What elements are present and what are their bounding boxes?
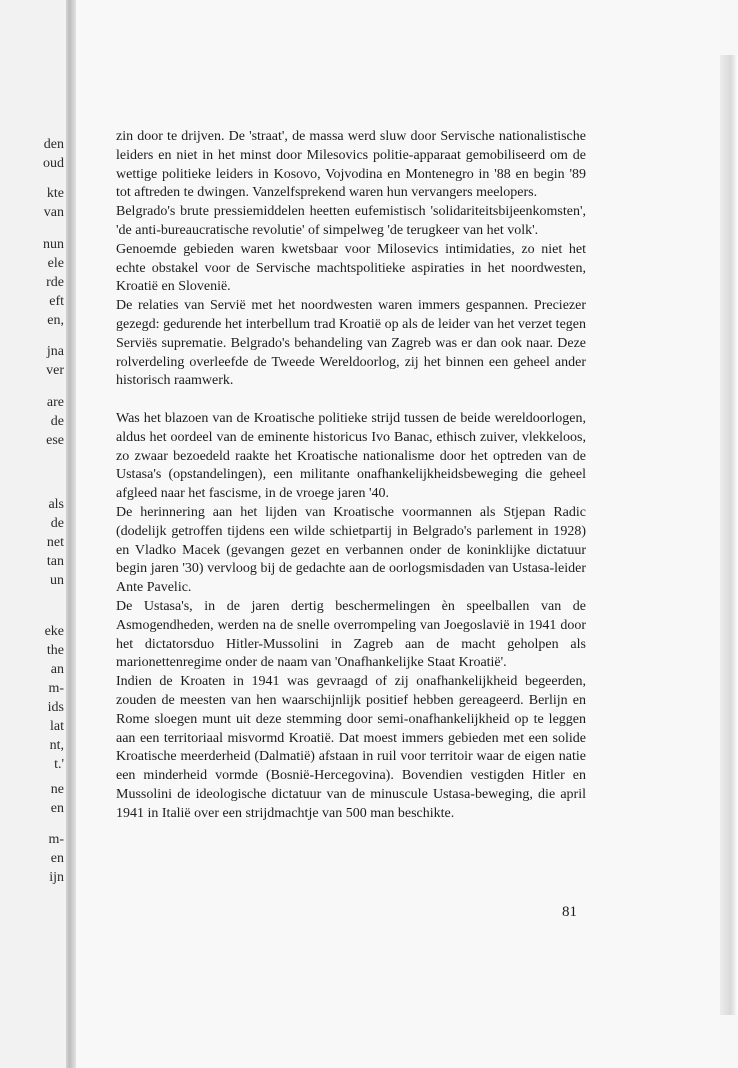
facing-page-fragment: rde: [46, 275, 64, 290]
facing-page-fragment: the: [46, 643, 64, 658]
facing-page-fragment: ese: [46, 433, 64, 448]
facing-page-fragment: van: [43, 205, 64, 220]
paragraph: Belgrado's brute pressiemiddelen heetten eufemistisch 'solidariteitsbijeenkomsten', 'de anti-bureaucratische revolutie' of simpelweg 'de terugkeer van het volk'.: [116, 204, 586, 238]
paragraph: De relaties van Servië met het noordwesten waren immers gespannen. Preciezer gezegd: gedurende het interbellum trad Kroatië op als de leider van het verzet tegen Serviës suprematie. Belgrado's behandeling van Zagreb was er dan ook naar. Deze rolverdeling overleefde de Tweede Wereldoorlog, zij het binnen een geheel ander historisch raamwerk.: [116, 298, 586, 389]
facing-page-fragment: net: [46, 535, 64, 550]
facing-page-fragment: de: [50, 516, 64, 531]
facing-page-fragment: en: [50, 851, 64, 866]
facing-page-fragment: an: [50, 662, 64, 677]
paragraph: Was het blazoen van de Kroatische politieke strijd tussen de beide wereldoorlogen, aldus het oordeel van de eminente historicus Ivo Banac, ethisch zuiver, vlekkeloos, zo zwaar bezoedeld raakte het Kroatische nationalisme door het optreden van de Ustasa's (opstandelingen), een militante onafhankelijkheidsbeweging die geheel afgleed naar het fascisme, in de vroege jaren '40.: [116, 410, 586, 502]
facing-page-fragment: den: [43, 137, 64, 152]
facing-page-fragment: tan: [46, 554, 64, 569]
body-text: [116, 128, 586, 823]
facing-page-fragment: en: [50, 801, 64, 816]
facing-page-fragment: ids: [47, 700, 64, 715]
facing-page-edge: [0, 0, 68, 1068]
facing-page-fragment: ele: [47, 256, 64, 271]
facing-page-fragment: t.': [54, 757, 64, 772]
facing-page-fragment: als: [48, 497, 64, 512]
facing-page-fragment: ne: [50, 782, 64, 797]
facing-page-fragment: nt,: [49, 738, 64, 753]
paragraph: De herinnering aan het lijden van Kroatische voormannen als Stjepan Radic (dodelijk getroffen tijdens een wilde schietpartij in Belgrado's parlement in 1928) en Vladko Macek (gevangen gezet en verbannen onder de koninklijke dictatuur begin jaren '30) vervloog bij de gedachte aan de oorlogsmisdaden van Ustasa-leider Ante Pavelic.: [116, 504, 586, 596]
page-edge-shadow: [720, 55, 738, 1015]
facing-page-fragment: un: [50, 573, 64, 588]
facing-page-fragment: ver: [46, 363, 64, 378]
facing-page-fragment: de: [50, 414, 64, 429]
facing-page-fragment: oud: [43, 156, 64, 171]
facing-page-fragment: nun: [43, 237, 64, 252]
book-gutter: [66, 0, 76, 1068]
facing-page-fragment: en,: [47, 313, 64, 328]
paragraph: Indien de Kroaten in 1941 was gevraagd of zij onafhankelijkheid begeerden, zouden de meesten van hen waarschijnlijk positief hebben gereageerd. Berlijn en Rome sloegen munt uit deze stemming door semi-onafhankelijkheid op te leggen aan een territoriaal misvormd Kroatië. Dat moest immers gebieden met een solide Kroatische meerderheid (Dalmatië) afstaan in ruil voor territoir waar de eigen natie een minderheid vormde (Bosnië-Hercegovina). Bovendien vestigden Hitler en Mussolini de ideologische dictatuur van de minuscule Ustasa-beweging, die april 1941 in Italië over een strijdmachtje van 500 man beschikte.: [116, 674, 586, 821]
facing-page-fragment: ijn: [49, 870, 64, 885]
facing-page-fragment: are: [46, 395, 64, 410]
facing-page-fragment: eke: [44, 624, 64, 639]
facing-page-fragment: kte: [46, 186, 64, 201]
facing-page-fragment: lat: [50, 719, 64, 734]
facing-page-fragment: jna: [46, 344, 64, 359]
facing-page-fragment: eft: [49, 294, 64, 309]
facing-page-fragment: m-: [48, 832, 64, 847]
facing-page-fragment: m-: [48, 681, 64, 696]
paragraph: De Ustasa's, in de jaren dertig beschermelingen èn speelballen van de Asmogendheden, werden na de snelle overrompeling van Joegoslavië in 1941 door het dictatorsduo Hitler-Mussolini in Zagreb aan de macht geholpen als marionettenregime onder de naam van 'Onafhankelijke Staat Kroatië'.: [116, 598, 586, 671]
paragraph: Genoemde gebieden waren kwetsbaar voor Milosevics intimidaties, zo niet het echte obstakel voor de Servische machtspolitieke aspiraties in het noordwesten, Kroatië en Slovenië.: [116, 241, 586, 295]
paragraph: zin door te drijven. De 'straat', de massa werd sluw door Servische nationalistische leiders en niet in het minst door Milesovics politie-apparaat gemobiliseerd om de wettige politieke leiders in Kosovo, Vojvodina en Montenegro in '88 en begin '89 tot aftreden te dwingen. Vanzelfsprekend waren hun vervangers meelopers.: [116, 129, 586, 201]
page-number: 81: [562, 904, 577, 920]
